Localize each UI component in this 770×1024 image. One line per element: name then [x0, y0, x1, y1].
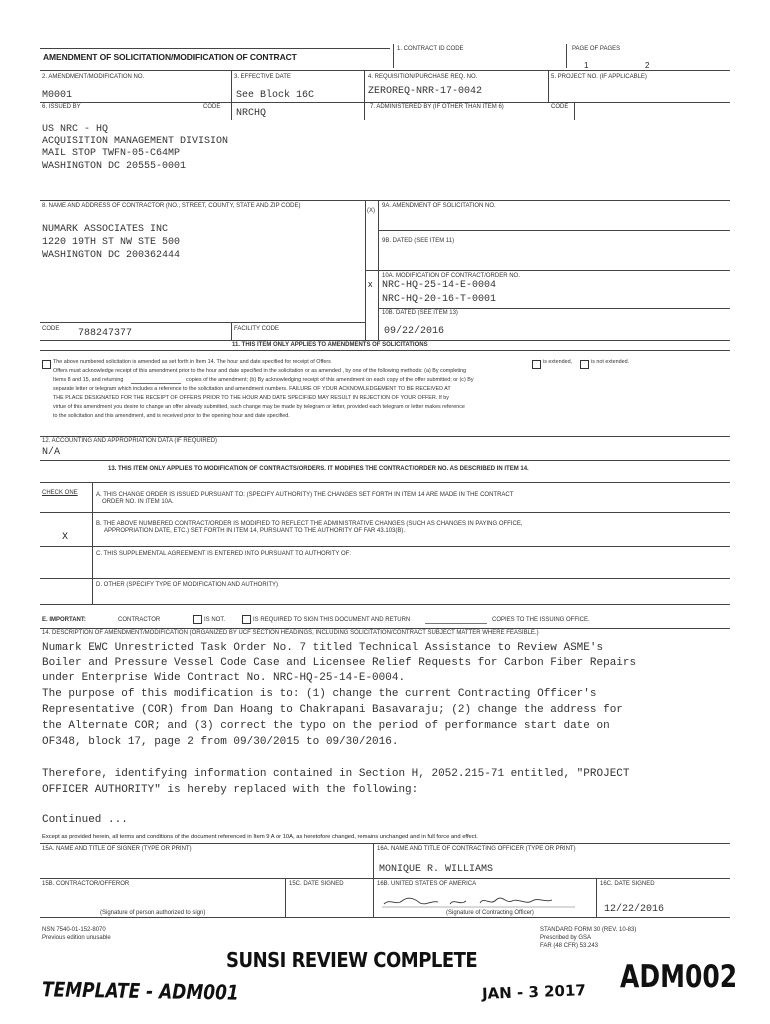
box10a-value-2: NRC-HQ-20-16-T-0001	[382, 294, 497, 305]
co-date-label: 16C. DATE SIGNED	[600, 881, 655, 887]
contractor-offeror-label: 15B. CONTRACTOR/OFFEROR	[42, 881, 130, 887]
important-label: E. IMPORTANT:	[42, 617, 86, 623]
box10a-label: 10A. MODIFICATION OF CONTRACT/ORDER NO.	[382, 273, 520, 279]
contractor-line-3: WASHINGTON DC 200362444	[42, 250, 181, 261]
important-contractor: CONTRACTOR	[118, 617, 161, 623]
is-extended-checkbox[interactable]	[532, 360, 541, 369]
box10b-label: 10B. DATED (SEE ITEM 13)	[382, 310, 458, 316]
item11-line-1a: The above numbered solicitation is amended as set forth in Item 14. The hour and date specified for receipt of Offers	[53, 359, 331, 365]
item11-line-1c: is not extended.	[591, 359, 630, 365]
item13-title: 13. THIS ITEM ONLY APPLIES TO MODIFICATION OF CONTRACTS/ORDERS. IT MODIFIES THE CONTRACT/ORDER NO. AS DESCRIBED IN ITEM 14.	[108, 466, 529, 472]
contractor-code-value: 788247377	[78, 328, 133, 339]
item14-line-9: Therefore, identifying information contained in Section H, 2052.215-71 entitled, "PROJECT	[42, 768, 630, 780]
item11-line-5: THE PLACE DESIGNATED FOR THE RECEIPT OF OFFERS PRIOR TO THE HOUR AND DATE SPECIFIED MAY RESULT IN REJECTION OF YOUR OFFER. If by	[53, 395, 449, 401]
sf30-line-2: Prescribed by GSA	[540, 935, 592, 941]
requisition-label: 4. REQUISITION/PURCHASE REQ. NO.	[368, 74, 478, 80]
page-total: 2	[645, 61, 650, 70]
box9a-label: 9A. AMENDMENT OF SOLICITATION NO.	[382, 203, 496, 209]
issued-code-label: CODE	[203, 104, 221, 110]
item11-line-3b: copies of the amendment; (b) By acknowledging receipt of this amendment on each copy of the offer submitted; or (c) By	[186, 377, 474, 383]
except-clause: Except as provided herein, all terms and conditions of the document referenced in Item 9 A or 10A, as heretofore changed, remains unchanged and in full force and effect.	[42, 834, 478, 840]
check-one-label: CHECK ONE	[42, 490, 78, 496]
co-name-label: 16A. NAME AND TITLE OF CONTRACTING OFFICER (TYPE OR PRINT)	[377, 846, 576, 852]
important-copies: COPIES TO THE ISSUING OFFICE.	[492, 617, 590, 623]
box9a-mark: (X)	[367, 208, 375, 214]
item14-line-4: The purpose of this modification is to: (1) change the current Contracting Officer's	[42, 688, 597, 700]
contractor-date-label: 15C. DATE SIGNED	[289, 881, 344, 887]
item11-title: 11. THIS ITEM ONLY APPLIES TO AMENDMENTS OF SOLICITATIONS	[232, 342, 428, 348]
page-of-pages-label: PAGE OF PAGES	[572, 46, 621, 52]
contractor-label: 8. NAME AND ADDRESS OF CONTRACTOR (NO., STREET, COUNTY, STATE AND ZIP CODE)	[42, 203, 301, 209]
amendment-no-value: M0001	[42, 90, 73, 101]
amendment-no-label: 2. AMENDMENT/MODIFICATION NO.	[42, 74, 145, 80]
important-is-not: IS NOT.	[204, 617, 226, 623]
item11-line-1b: is extended,	[543, 359, 573, 365]
issued-code-value: NRCHQ	[236, 108, 267, 119]
signer-name-label: 15A. NAME AND TITLE OF SIGNER (TYPE OR PRINT)	[42, 846, 192, 852]
contractor-signature-note: (Signature of person authorized to sign)	[100, 910, 206, 916]
issuer-line-2: ACQUISITION MANAGEMENT DIVISION	[42, 136, 229, 147]
item14-line-7: OF348, block 17, page 2 from 09/30/2015 to 09/30/2016.	[42, 736, 399, 748]
issuer-line-3: MAIL STOP TWFN-05-C64MP	[42, 148, 181, 159]
contract-id-label: 1. CONTRACT ID CODE	[397, 46, 464, 52]
facility-code-label: FACILITY CODE	[234, 326, 279, 332]
usa-label: 16B. UNITED STATES OF AMERICA	[377, 881, 477, 887]
effective-date-label: 3. EFFECTIVE DATE	[234, 74, 291, 80]
item11-line-6: virtue of this amendment you desire to change an offer already submitted, such change may be made by telegram or letter, provided each telegram or letter makes reference	[53, 404, 465, 410]
issuer-line-4: WASHINGTON DC 20555-0001	[42, 161, 187, 172]
is-not-extended-checkbox[interactable]	[580, 360, 589, 369]
item14-line-1: Numark EWC Unrestricted Task Order No. 7 titled Technical Assistance to Review ASME's	[42, 642, 604, 654]
solicitation-amended-checkbox[interactable]	[42, 360, 51, 369]
box10a-mark: x	[368, 279, 373, 289]
accounting-data-label: 12. ACCOUNTING AND APPROPRIATION DATA (IF REQUIRED)	[42, 438, 218, 444]
co-signature-note: (Signature of Contracting Officer)	[446, 910, 534, 916]
box9b-label: 9B. DATED (SEE ITEM 11)	[382, 238, 455, 244]
issuer-line-1: US NRC - HQ	[42, 124, 109, 135]
project-no-label: 5. PROJECT NO. (IF APPLICABLE)	[551, 74, 647, 80]
contractor-line-1: NUMARK ASSOCIATES INC	[42, 224, 169, 235]
page-current: 1	[584, 61, 589, 70]
form-title: AMENDMENT OF SOLICITATION/MODIFICATION OF CONTRACT	[43, 52, 297, 62]
administered-code-label: CODE	[551, 104, 569, 110]
previous-edition: Previous edition unusable	[42, 935, 111, 941]
co-signature	[380, 892, 580, 910]
item14-line-5: Representative (COR) from Dan Hoang to Chakrapani Basavaraju; (2) change the address for	[42, 704, 623, 716]
template-stamp: TEMPLATE - ADM001	[41, 978, 239, 1006]
continued-label: Continued ...	[42, 814, 128, 826]
item13-c-line: C. THIS SUPPLEMENTAL AGREEMENT IS ENTERED INTO PURSUANT TO AUTHORITY OF:	[96, 551, 351, 557]
item14-label: 14. DESCRIPTION OF AMENDMENT/MODIFICATION (ORGANIZED BY UCF SECTION HEADINGS, INCLUDING SOLICITATION/CONTRACT SUBJECT MATTER WHERE FEASIBLE.)	[42, 630, 539, 636]
item14-line-6: the Alternate COR; and (3) correct the typo on the period of performance start date on	[42, 720, 610, 732]
item14-line-3: under Enterprise Wide Contract No. NRC-HQ-25-14-E-0004.	[42, 672, 406, 684]
item13-b-mark: X	[62, 532, 69, 543]
item14-line-10: OFFICER AUTHORITY" is hereby replaced with the following:	[42, 784, 419, 796]
accounting-data-value: N/A	[42, 447, 61, 458]
co-name-value: MONIQUE R. WILLIAMS	[379, 864, 494, 875]
item14-line-2: Boiler and Pressure Vessel Code Case and Licensee Relief Requests for Carbon Fiber Repairs	[42, 657, 637, 669]
item13-a-line-2: ORDER NO. IN ITEM 10A.	[102, 499, 174, 505]
item11-line-4: separate letter or telegram which includes a reference to the solicitation and amendment numbers. FAILURE OF YOUR ACKNOWLEDGEMENT TO BE RECEIVED AT	[53, 386, 451, 392]
requisition-value: ZEROREQ-NRR-17-0042	[368, 86, 483, 97]
item13-d-line: D. OTHER (SPECIFY TYPE OF MODIFICATION AND AUTHORITY)	[96, 582, 279, 588]
contractor-line-2: 1220 19TH ST NW STE 500	[42, 237, 181, 248]
date-stamp: JAN - 3 2017	[481, 981, 587, 1003]
nsn-number: NSN 7540-01-152-8070	[42, 927, 106, 933]
sunsi-review-stamp: SUNSI REVIEW COMPLETE	[226, 948, 478, 973]
is-not-checkbox[interactable]	[193, 615, 202, 624]
item11-line-7: to the solicitation and this amendment, and is received prior to the opening hour and date specified.	[53, 413, 290, 419]
item11-line-3a: Items 8 and 15, and returning	[53, 377, 124, 383]
sf30-line-3: FAR (48 CFR) 53.243	[540, 943, 599, 949]
item13-a-line-1: A. THIS CHANGE ORDER IS ISSUED PURSUANT TO: (SPECIFY AUTHORITY) THE CHANGES SET FORTH IN ITEM 14 ARE MADE IN THE CONTRACT	[96, 492, 514, 498]
issued-by-label: 6. ISSUED BY	[42, 104, 81, 110]
is-required-checkbox[interactable]	[242, 615, 251, 624]
effective-date-value: See Block 16C	[236, 90, 315, 101]
administered-by-label: 7. ADMINISTERED BY (IF OTHER THAN ITEM 6)	[370, 104, 504, 110]
item13-b-line-2: APPROPRIATION DATE, ETC.) SET FORTH IN ITEM 14, PURSUANT TO THE AUTHORITY OF FAR 43.103(B).	[104, 528, 406, 534]
item11-line-2: Offers must acknowledge receipt of this amendment prior to the hour and date specified in the solicitation or as amended , by one of the following methods: (a) By completing	[53, 368, 467, 374]
important-is-required: IS REQUIRED TO SIGN THIS DOCUMENT AND RETURN	[253, 617, 411, 623]
item13-b-line-1: B. THE ABOVE NUMBERED CONTRACT/ORDER IS MODIFIED TO REFLECT THE ADMINISTRATIVE CHANGES (SUCH AS CHANGES IN PAYING OFFICE,	[96, 521, 523, 527]
contractor-code-label: CODE	[42, 326, 60, 332]
adm-stamp: ADM002	[620, 958, 738, 995]
sf30-line-1: STANDARD FORM 30 (REV. 10-83)	[540, 927, 637, 933]
co-date-value: 12/22/2016	[604, 904, 665, 915]
box10b-value: 09/22/2016	[384, 326, 445, 337]
box10a-value-1: NRC-HQ-25-14-E-0004	[382, 280, 497, 291]
